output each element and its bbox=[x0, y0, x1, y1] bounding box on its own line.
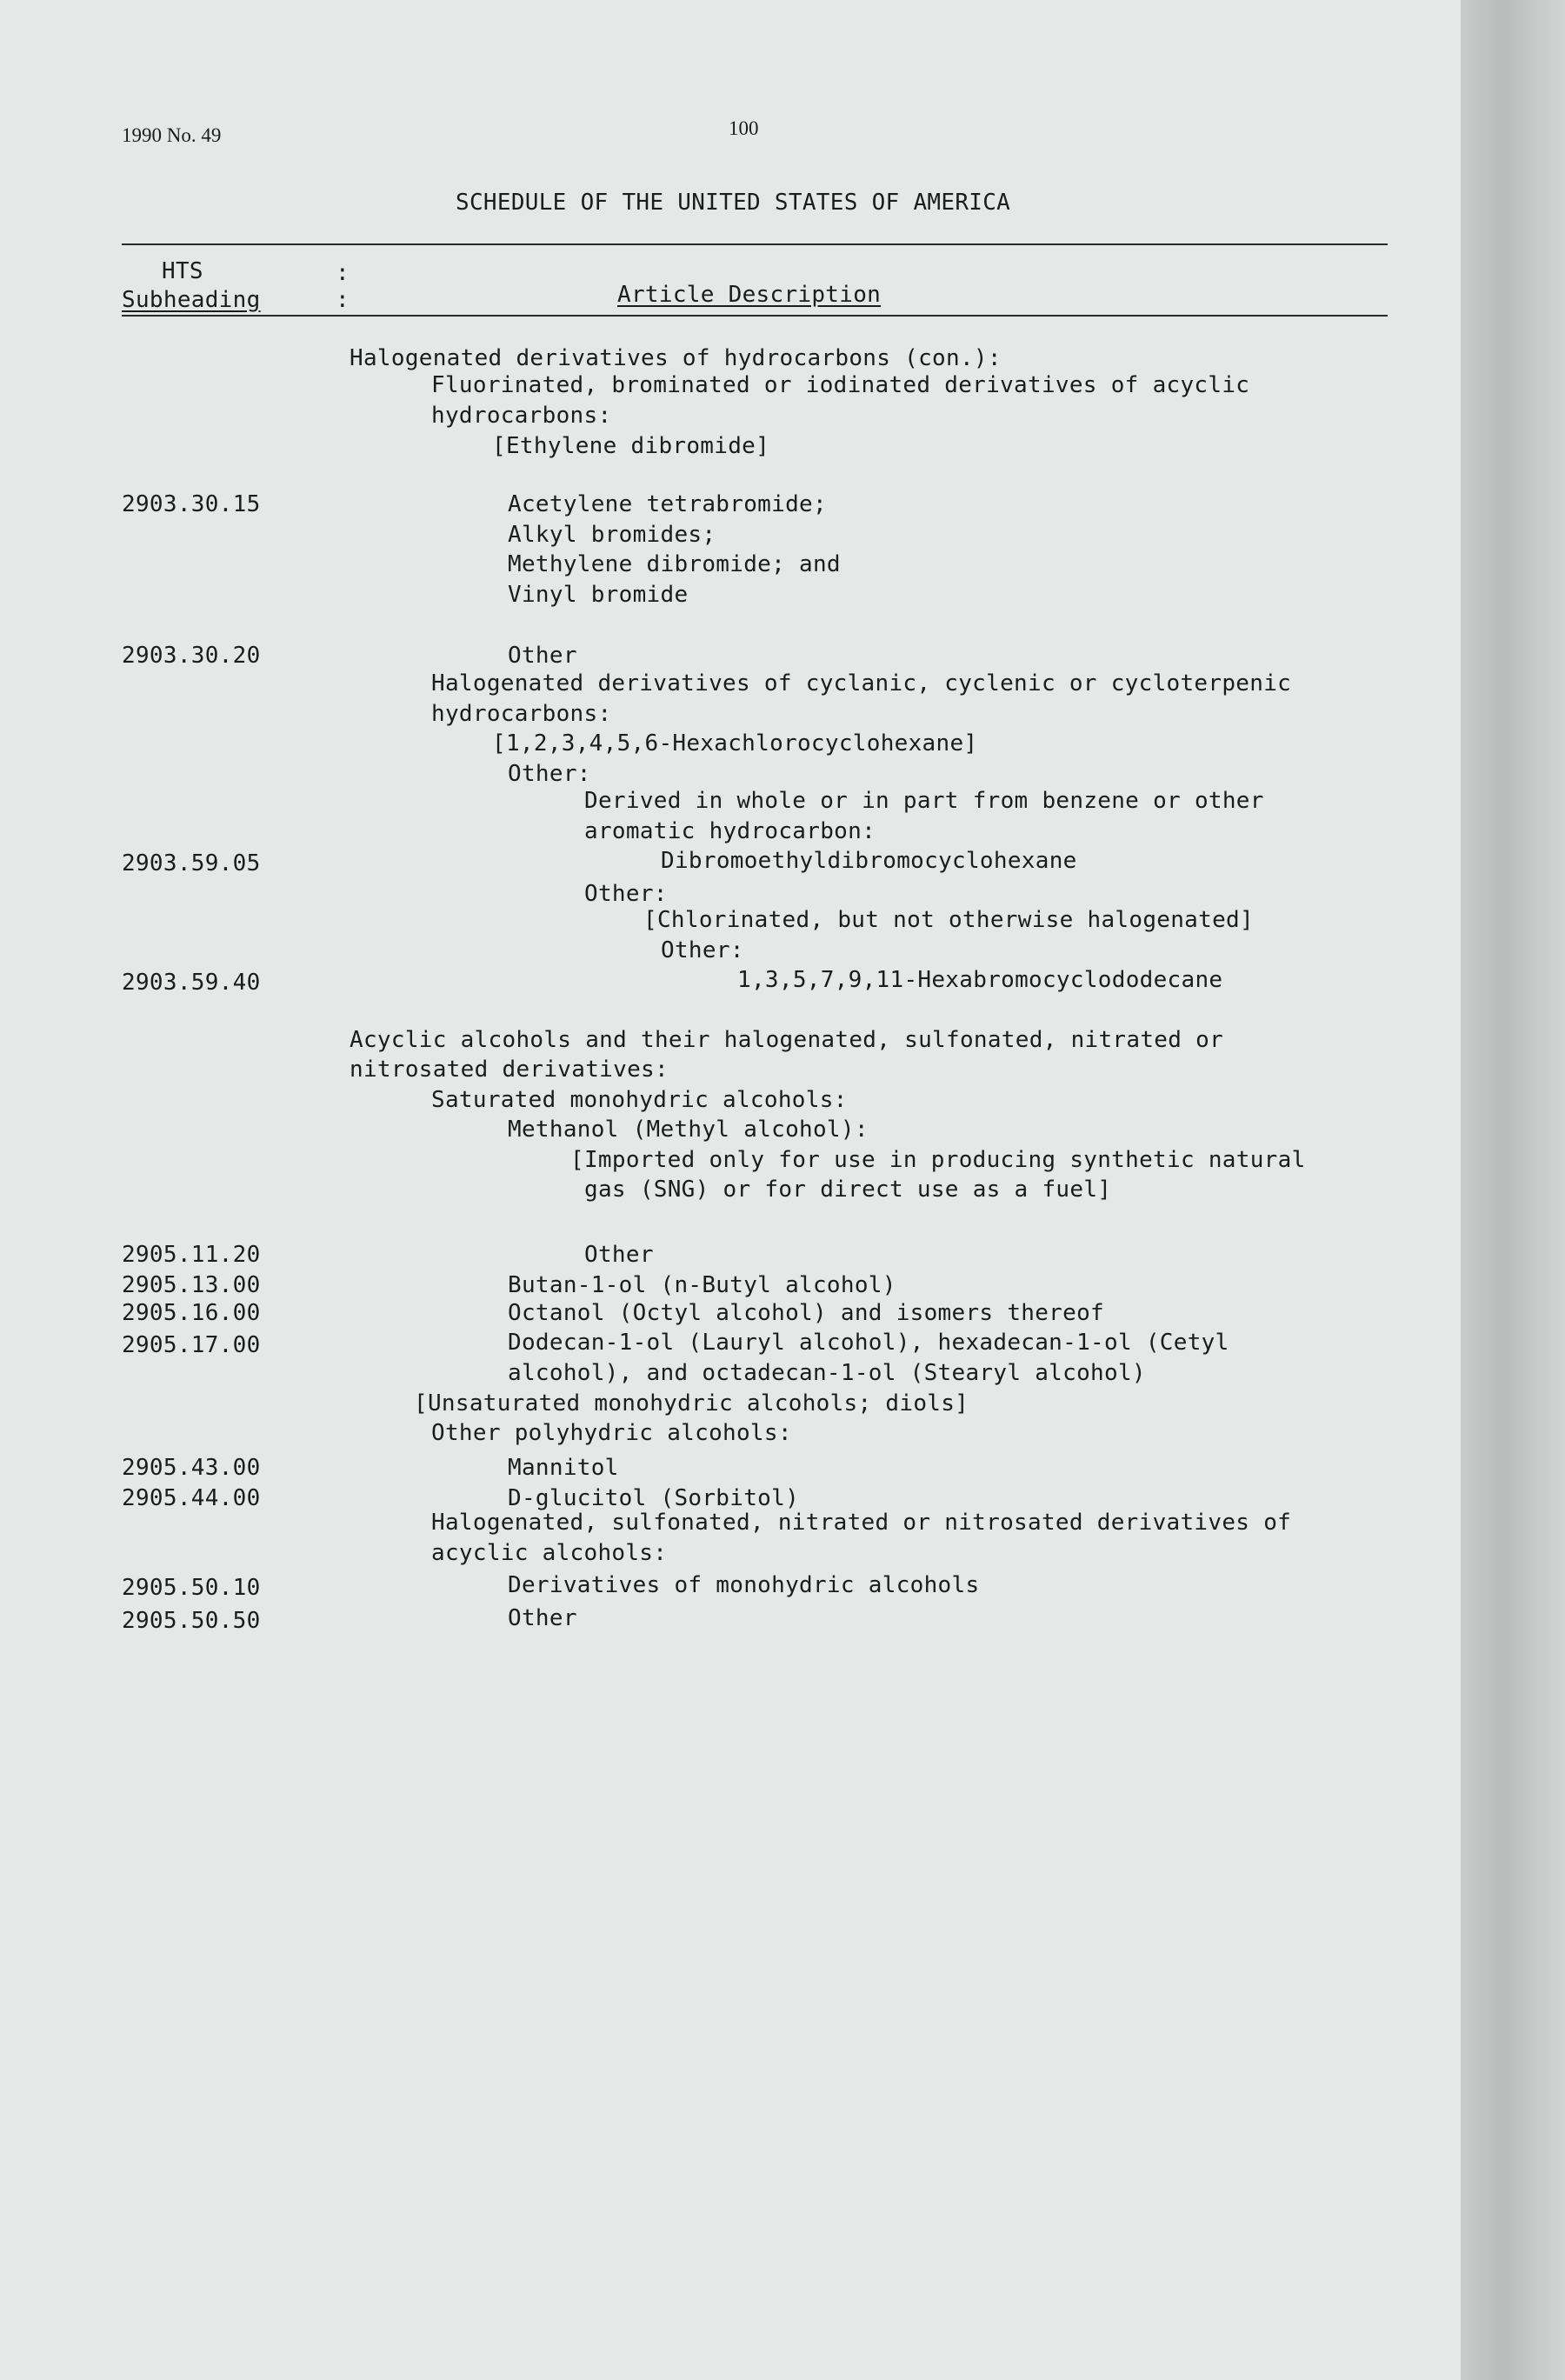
article-description: [1,2,3,4,5,6-Hexachlorocyclohexane] bbox=[492, 730, 978, 757]
article-description: Alkyl bromides; bbox=[508, 522, 716, 548]
article-description: [Ethylene dibromide] bbox=[492, 433, 770, 459]
article-description: alcohol), and octadecan-1-ol (Stearyl alcohol) bbox=[508, 1360, 1146, 1386]
article-description: [Chlorinated, but not otherwise halogenated] bbox=[643, 907, 1254, 933]
article-description: Methylene dibromide; and bbox=[508, 551, 841, 577]
hts-code: 2905.17.00 bbox=[122, 1332, 261, 1358]
document-reference: 1990 No. 49 bbox=[122, 124, 222, 146]
article-description: D-glucitol (Sorbitol) bbox=[508, 1485, 800, 1511]
article-description: [Unsaturated monohydric alcohols; diols] bbox=[414, 1390, 969, 1417]
hts-code: 2905.11.20 bbox=[122, 1242, 261, 1268]
hts-code: 2903.59.40 bbox=[122, 970, 261, 996]
header-bottom-rule bbox=[122, 315, 1388, 317]
article-description: Halogenated derivatives of cyclanic, cyclenic or cycloterpenic bbox=[431, 670, 1292, 697]
page-number: 100 bbox=[729, 117, 759, 139]
hts-code: 2903.30.20 bbox=[122, 643, 261, 669]
hts-code: 2903.59.05 bbox=[122, 850, 261, 877]
article-description: Other polyhydric alcohols: bbox=[431, 1420, 792, 1446]
article-description: Other: bbox=[584, 881, 668, 907]
article-description: Halogenated, sulfonated, nitrated or nitrosated derivatives of bbox=[431, 1510, 1292, 1536]
article-description: Butan-1-ol (n-Butyl alcohol) bbox=[508, 1272, 896, 1298]
article-description: Octanol (Octyl alcohol) and isomers thereof bbox=[508, 1300, 1104, 1326]
article-description: Other bbox=[584, 1242, 654, 1268]
hts-code: 2905.13.00 bbox=[122, 1272, 261, 1298]
hts-code: 2903.30.15 bbox=[122, 491, 261, 517]
hts-code: 2905.50.50 bbox=[122, 1608, 261, 1634]
article-description: Acyclic alcohols and their halogenated, sulfonated, nitrated or bbox=[350, 1027, 1224, 1053]
article-description: Acetylene tetrabromide; bbox=[508, 491, 827, 517]
top-rule bbox=[122, 243, 1388, 245]
article-description: Methanol (Methyl alcohol): bbox=[508, 1117, 869, 1143]
hts-code: 2905.43.00 bbox=[122, 1455, 261, 1481]
article-description: Derived in whole or in part from benzene or other bbox=[584, 788, 1264, 814]
article-description: Saturated monohydric alcohols: bbox=[431, 1087, 848, 1113]
article-description: Vinyl bromide bbox=[508, 582, 689, 608]
article-description: Dibromoethyldibromocyclohexane bbox=[661, 848, 1077, 874]
column-header-description: Article Description bbox=[617, 282, 882, 308]
hts-code: 2905.50.10 bbox=[122, 1575, 261, 1601]
article-description: Other bbox=[508, 643, 577, 669]
article-description: 1,3,5,7,9,11-Hexabromocyclododecane bbox=[737, 967, 1223, 993]
article-description: aromatic hydrocarbon: bbox=[584, 818, 876, 844]
article-description: gas (SNG) or for direct use as a fuel] bbox=[584, 1177, 1112, 1203]
article-description: acyclic alcohols: bbox=[431, 1540, 668, 1566]
article-description: Halogenated derivatives of hydrocarbons (con.): bbox=[350, 345, 1002, 371]
book-binding bbox=[1461, 0, 1565, 2380]
hts-code: 2905.44.00 bbox=[122, 1485, 261, 1511]
article-description: Other bbox=[508, 1605, 577, 1631]
column-separator: : bbox=[336, 260, 350, 286]
column-header-subheading: Subheading bbox=[122, 287, 261, 313]
article-description: hydrocarbons: bbox=[431, 403, 612, 429]
hts-code: 2905.16.00 bbox=[122, 1300, 261, 1326]
article-description: Other: bbox=[661, 937, 744, 963]
article-description: Other: bbox=[508, 761, 591, 787]
article-description: nitrosated derivatives: bbox=[350, 1057, 669, 1083]
schedule-title: SCHEDULE OF THE UNITED STATES OF AMERICA bbox=[456, 190, 1011, 216]
column-separator: : bbox=[336, 287, 350, 313]
article-description: hydrocarbons: bbox=[431, 701, 612, 727]
article-description: Fluorinated, brominated or iodinated derivatives of acyclic bbox=[431, 372, 1250, 398]
article-description: Mannitol bbox=[508, 1455, 619, 1481]
column-header-hts: HTS bbox=[162, 258, 203, 284]
article-description: [Imported only for use in producing synthetic natural bbox=[570, 1147, 1306, 1173]
article-description: Dodecan-1-ol (Lauryl alcohol), hexadecan-1-ol (Cetyl bbox=[508, 1330, 1229, 1356]
article-description: Derivatives of monohydric alcohols bbox=[508, 1572, 980, 1598]
